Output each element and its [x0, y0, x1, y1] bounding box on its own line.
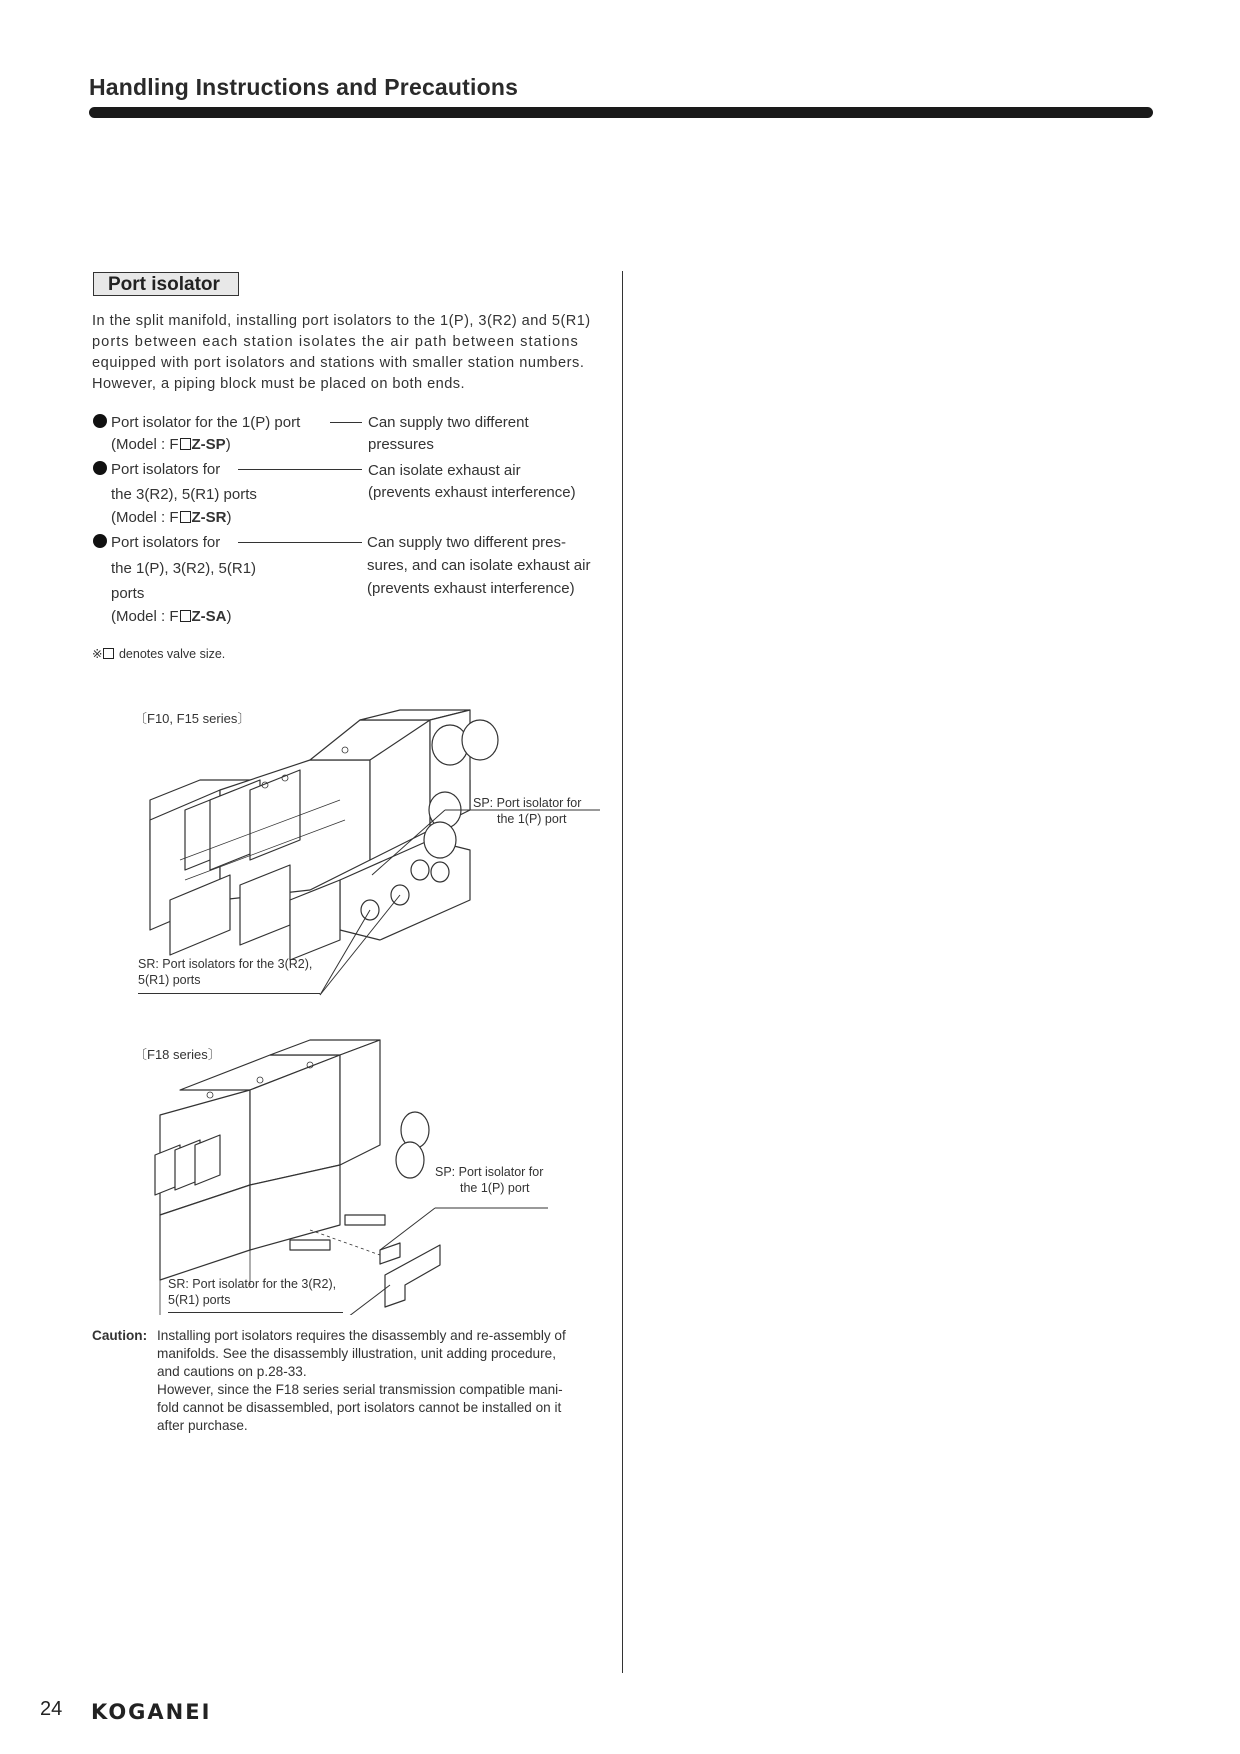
- section-title: Port isolator: [93, 272, 239, 296]
- intro-line-4: However, a piping block must be placed on both ends.: [92, 376, 466, 392]
- item-3-leader: [238, 542, 362, 543]
- bullet-icon: [93, 414, 107, 428]
- figure-1-sp-label-2: the 1(P) port: [497, 812, 567, 826]
- item-3-label-3: ports: [111, 585, 145, 602]
- intro-line-3: equipped with port isolators and stations with smaller station numbers.: [92, 355, 585, 371]
- item-3-desc-2: sures, and can isolate exhaust air: [367, 557, 591, 574]
- intro-line-2: ports between each station isolates the air path between stations: [92, 334, 579, 350]
- item-1-label: Port isolator for the 1(P) port: [93, 414, 300, 431]
- intro-line-1: In the split manifold, installing port isolators to the 1(P), 3(R2) and 5(R1): [92, 313, 591, 329]
- valve-size-box: [180, 610, 191, 622]
- figure-2-sr-label-1: SR: Port isolator for the 3(R2),: [168, 1277, 337, 1291]
- item-1-desc-1: Can supply two different: [368, 414, 529, 431]
- bullet-icon: [93, 461, 107, 475]
- page-title: Handling Instructions and Precautions: [89, 74, 519, 100]
- item-3-label: Port isolators for: [93, 534, 220, 551]
- page-number: 24: [40, 1698, 63, 1720]
- item-3-desc-1: Can supply two different pres-: [367, 534, 566, 551]
- figure-2-caption: 〔F18 series〕: [134, 1047, 221, 1062]
- item-2-desc-2: (prevents exhaust interference): [368, 484, 576, 501]
- header-rule: [89, 107, 1153, 118]
- item-2-label-2: the 3(R2), 5(R1) ports: [111, 486, 257, 503]
- figure-2-sr-leader: [168, 1312, 343, 1313]
- item-3-model: (Model : F Z-SA): [111, 608, 232, 625]
- item-1-desc-2: pressures: [368, 436, 434, 453]
- figure-2-sp-label-2: the 1(P) port: [460, 1181, 530, 1195]
- item-3-label-2: the 1(P), 3(R2), 5(R1): [111, 560, 257, 577]
- item-2-leader: [238, 469, 362, 470]
- item-3-desc-3: (prevents exhaust interference): [367, 580, 575, 597]
- caution-line-1: Installing port isolators requires the disassembly and re-assembly of: [157, 1328, 566, 1343]
- caution-line-2: manifolds. See the disassembly illustration, unit adding procedure,: [157, 1346, 556, 1361]
- column-divider: [622, 271, 623, 1673]
- item-1-leader: [330, 422, 362, 423]
- figure-1-sr-leader: [138, 993, 320, 994]
- figure-2-sr-label-2: 5(R1) ports: [168, 1293, 231, 1307]
- item-2-desc-1: Can isolate exhaust air: [368, 462, 521, 479]
- caution-line-5: fold cannot be disassembled, port isolators cannot be installed on it: [157, 1400, 562, 1415]
- valve-size-box: [180, 511, 191, 523]
- figure-1-sp-label-1: SP: Port isolator for: [473, 796, 582, 810]
- item-2-model: (Model : F Z-SR): [111, 509, 232, 526]
- item-1-model: (Model : F Z-SP): [111, 436, 231, 453]
- bullet-icon: [93, 534, 107, 548]
- figure-1-caption: 〔F10, F15 series〕: [134, 711, 251, 726]
- caution-line-6: after purchase.: [157, 1418, 248, 1433]
- valve-size-box: [180, 438, 191, 450]
- valve-size-note: ※ denotes valve size.: [92, 647, 226, 661]
- figure-1-sr-label-2: 5(R1) ports: [138, 973, 201, 987]
- figure-2-sp-label-1: SP: Port isolator for: [435, 1165, 544, 1179]
- figure-1-sr-label-1: SR: Port isolators for the 3(R2),: [138, 957, 313, 971]
- valve-size-box: [103, 648, 114, 659]
- brand-logo: KOGANEI: [91, 1700, 212, 1724]
- caution-label: Caution:: [92, 1328, 148, 1343]
- caution-line-4: However, since the F18 series serial transmission compatible mani-: [157, 1382, 563, 1397]
- item-2-label: Port isolators for: [93, 461, 220, 478]
- caution-line-3: and cautions on p.28-33.: [157, 1364, 307, 1379]
